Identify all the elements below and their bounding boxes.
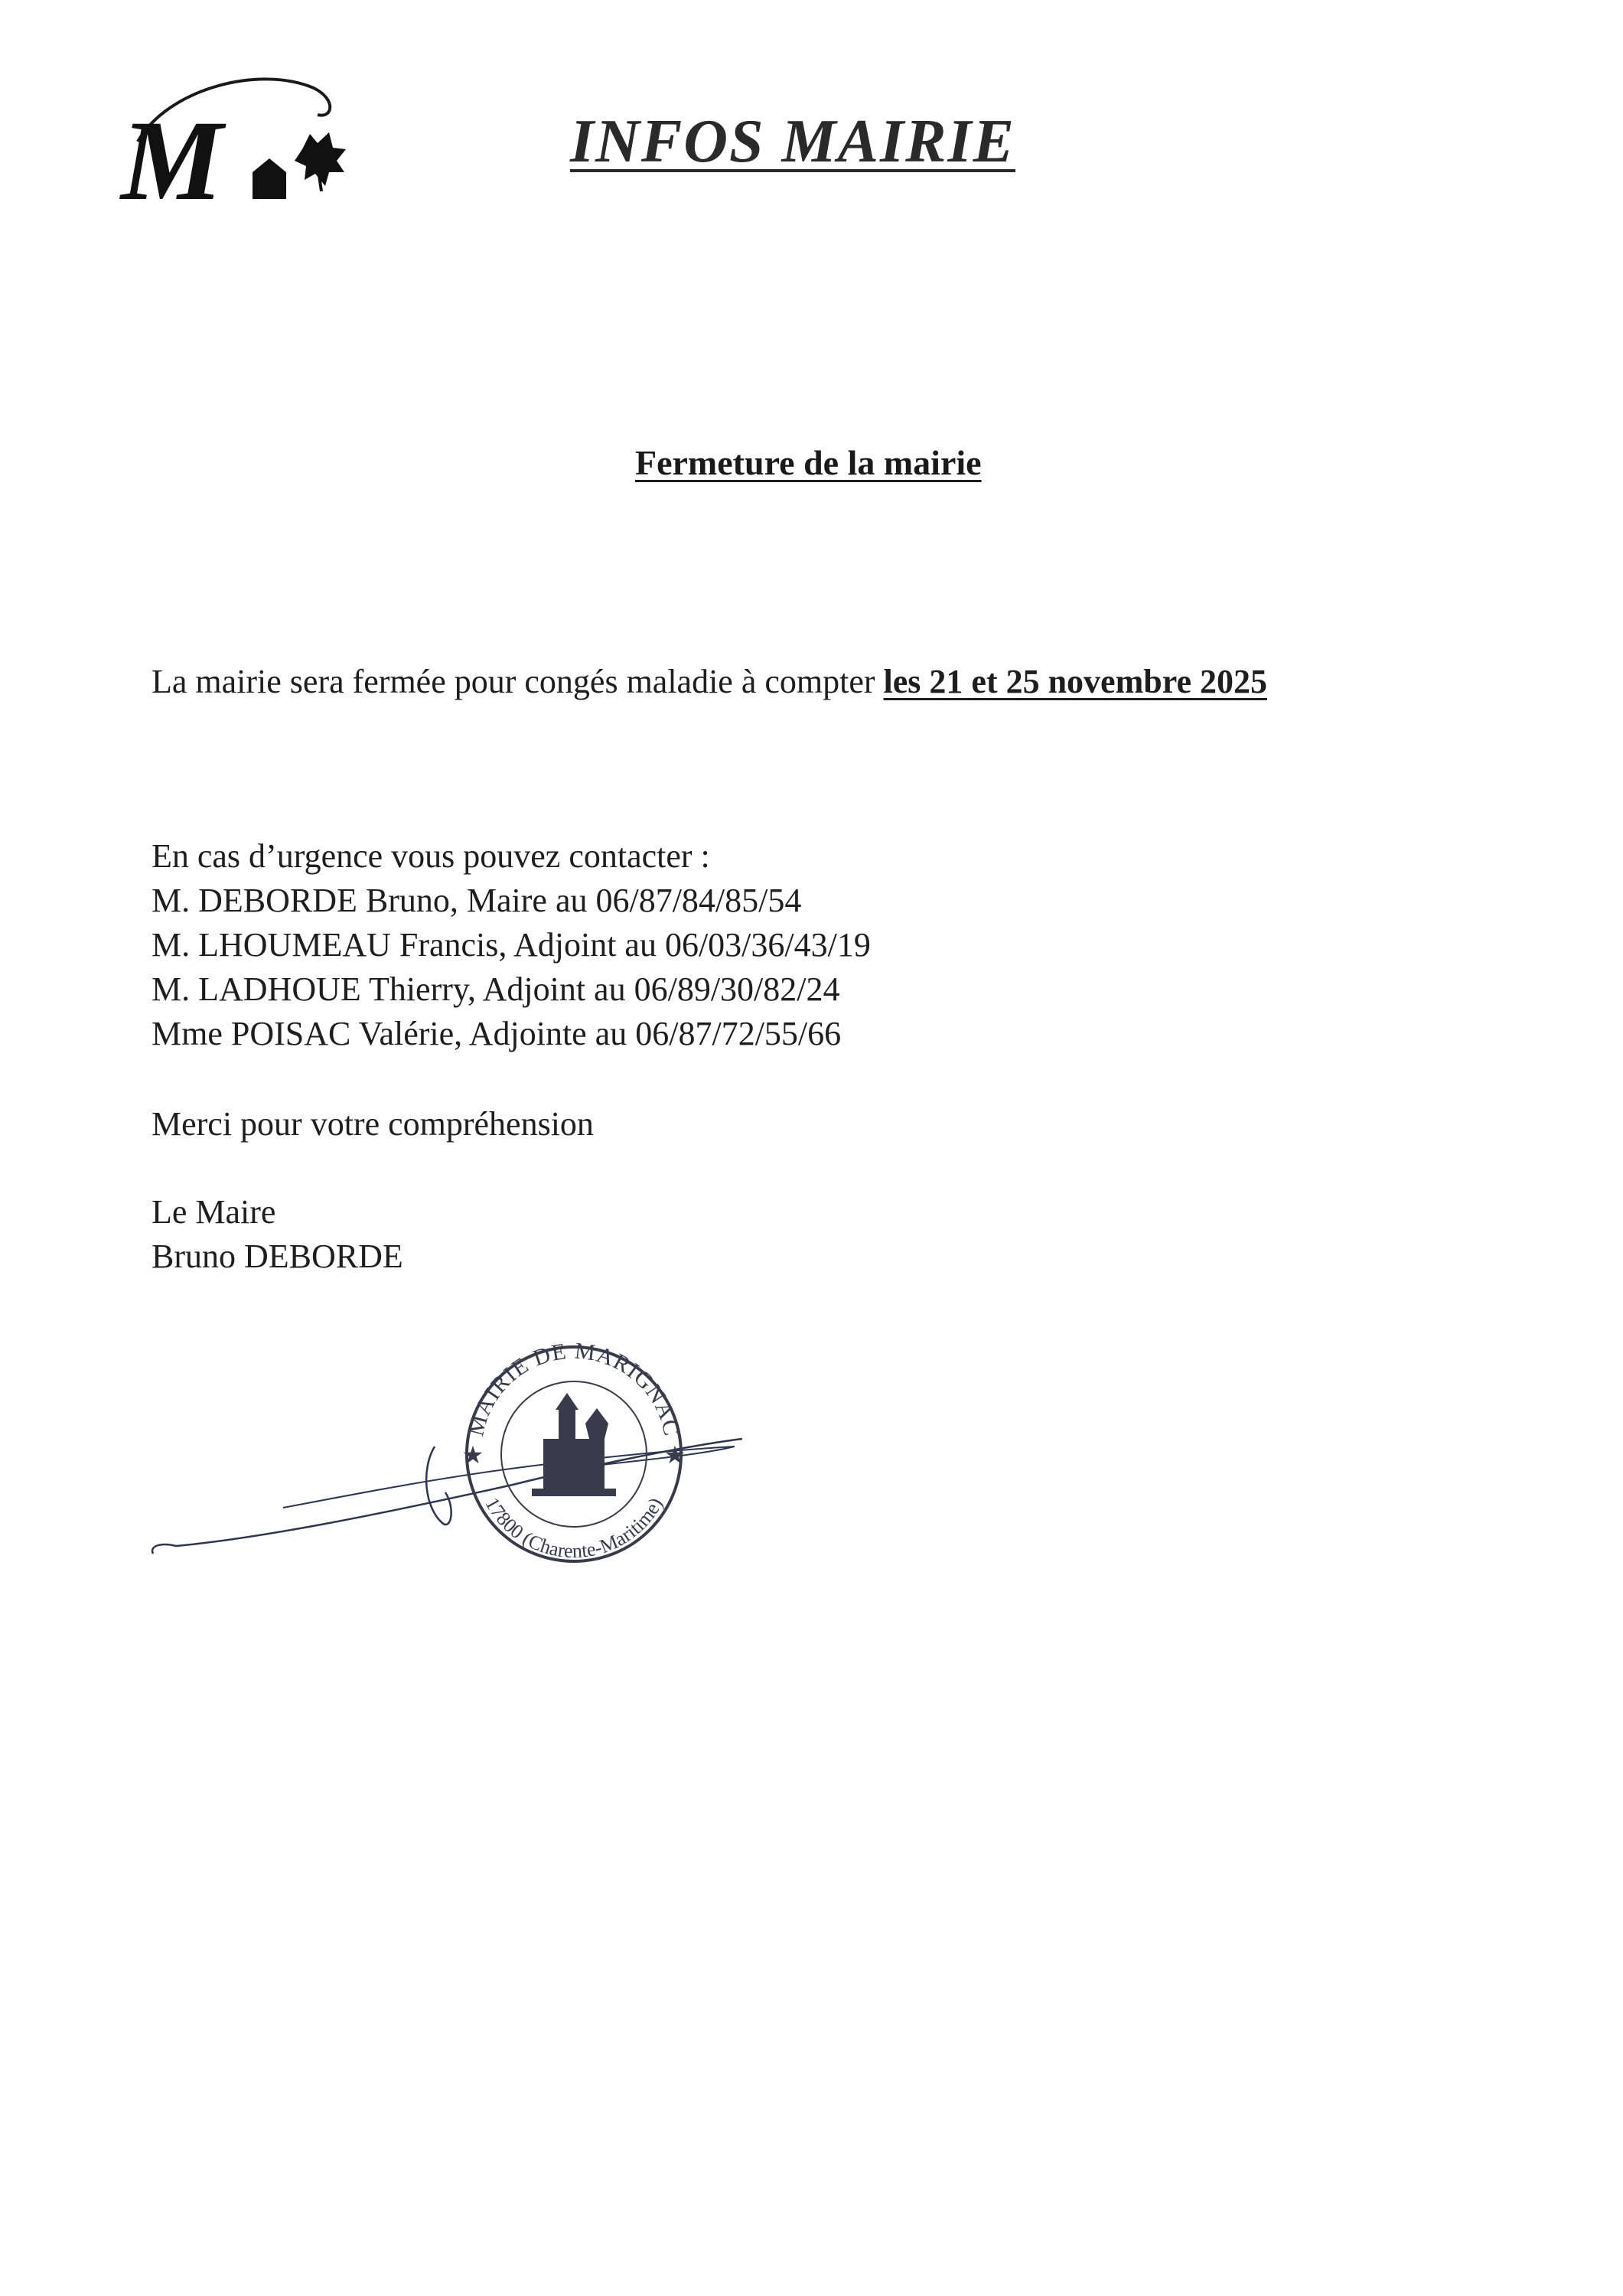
closure-announcement [152,660,1267,704]
announcement-text: La mairie sera fermée pour congés maladie à compter [152,663,884,700]
emergency-contacts [152,834,871,1056]
thanks-line: Merci pour votre compréhension [152,1105,594,1143]
contact-line: M. LADHOUE Thierry, Adjoint au 06/89/30/82/24 [152,970,840,1008]
contact-line: Mme POISAC Valérie, Adjointe au 06/87/72/55/66 [152,1015,842,1052]
official-stamp [145,1324,758,1584]
stamp-top-text: MAIRIE DE MARIGNAC [463,1338,685,1439]
logo-letter: M [121,97,223,222]
town-emblem-icon [532,1393,616,1496]
signatory-name: Bruno DEBORDE [152,1238,403,1275]
stamp-and-signature [145,1324,758,1584]
page-title: INFOS MAIRIE [570,108,1016,175]
closure-dates: les 21 et 25 novembre 2025 [883,663,1267,700]
star-icon: ★ [461,1441,484,1469]
contact-line: M. DEBORDE Bruno, Maire au 06/87/84/85/54 [152,882,802,919]
signatory-role: Le Maire [152,1193,276,1231]
signature-block [152,1190,403,1279]
contact-line: M. LHOUMEAU Francis, Adjoint au 06/03/36/43/19 [152,926,871,964]
mairie-logo [107,57,360,222]
star-icon: ★ [663,1441,686,1469]
notice-title: Fermeture de la mairie [635,443,982,482]
svg-text:17800 (Charente-Maritime) [481,1494,667,1562]
logo-graphic [107,57,360,222]
contacts-intro: En cas d’urgence vous pouvez contacter : [152,837,710,875]
stamp-bottom-text: 17800 (Charente-Maritime) [481,1493,667,1563]
